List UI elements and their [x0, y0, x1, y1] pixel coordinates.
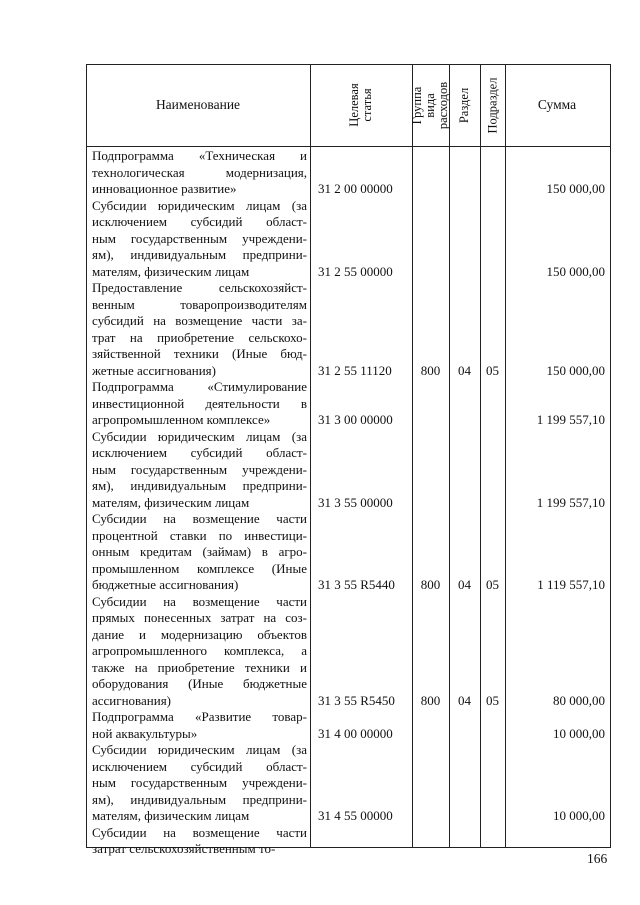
row-name-line: агропромышленном комплексе»: [92, 412, 271, 427]
row-name-line: мателям, физическим лицам: [92, 808, 250, 823]
row-name-line: инвестиционной деятельности в: [92, 395, 307, 411]
row-section: 04: [458, 362, 471, 378]
row-name-line: ям), индивидуальным предприни-: [92, 478, 307, 493]
row-target-article: 31 2 55 11120: [318, 362, 392, 378]
row-sum: 150 000,00: [546, 362, 605, 378]
header-subsection-cell: [480, 64, 505, 146]
row-sum: 150 000,00: [546, 263, 605, 279]
row-expense-group: 800: [420, 362, 441, 378]
row-name-line: затрат сельскохозяйственным то-: [92, 841, 276, 856]
header-expense-group: Группа вида расходов: [410, 81, 451, 129]
row-name-line: исключением субсидий област-: [92, 758, 307, 774]
row-name-line: исключением субсидий област-: [92, 445, 307, 460]
row-target-article: 31 2 00 00000: [318, 181, 393, 196]
row-name-line: процентной ставки по инвестици-: [92, 527, 307, 543]
row-sum: 1 199 557,10: [536, 494, 605, 510]
row-name-line: также на приобретение техники и: [92, 659, 307, 675]
header-target-article: Целевая статья: [347, 83, 374, 127]
row-name-line: инновационное развитие»: [92, 181, 237, 196]
row-sum: 150 000,00: [546, 181, 605, 196]
row-section: 04: [458, 692, 471, 708]
row-name-line: венным товаропроизводителям: [92, 296, 307, 312]
row-sum: 10 000,00: [553, 725, 605, 741]
header-expense-group-cell: [412, 64, 449, 146]
row-name-line: Субсидии на возмещение части: [92, 824, 307, 840]
header-section-cell: [449, 64, 480, 146]
row-name-line: ным государственным учреждени-: [92, 461, 307, 477]
column-divider: [449, 64, 450, 848]
row-name-line: бюджетные ассигнования): [92, 577, 239, 592]
row-name-line: промышленном комплексе (Иные: [92, 560, 307, 576]
row-section: 04: [458, 577, 471, 592]
header-section: Раздел: [457, 87, 472, 123]
row-subsection: 05: [486, 692, 499, 708]
row-name-line: Субсидии на возмещение части: [92, 593, 307, 609]
column-divider: [412, 64, 413, 848]
row-name-line: ным государственным учреждени-: [92, 775, 307, 790]
row-name-line: мателям, физическим лицам: [92, 494, 250, 510]
row-target-article: 31 3 55 00000: [318, 494, 393, 510]
row-target-article: 31 4 00 00000: [318, 725, 393, 741]
row-name-line: ям), индивидуальным предприни-: [92, 791, 307, 807]
row-name-line: прямых понесенных затрат на соз-: [92, 610, 307, 625]
row-target-article: 31 4 55 00000: [318, 808, 393, 823]
row-name-line: технологическая модернизация,: [92, 164, 307, 180]
row-name-line: Предоставление сельскохозяйст-: [92, 280, 307, 295]
row-sum: 10 000,00: [553, 808, 605, 823]
row-sum: 1 199 557,10: [536, 412, 605, 427]
row-name-line: Субсидии юридическим лицам (за: [92, 197, 307, 213]
row-name-line: оборудования (Иные бюджетные: [92, 676, 307, 691]
row-sum: 1 119 557,10: [537, 577, 605, 592]
row-name-line: Субсидии юридическим лицам (за: [92, 742, 307, 757]
row-name-line: исключением субсидий област-: [92, 214, 307, 229]
row-name-line: онным кредитам (займам) в агро-: [92, 544, 307, 559]
row-name-line: жетные ассигнования): [92, 362, 216, 378]
row-target-article: 31 2 55 00000: [318, 263, 393, 279]
row-name-line: ной аквакультуры»: [92, 725, 198, 741]
row-name-line: Субсидии юридическим лицам (за: [92, 428, 307, 444]
row-target-article: 31 3 55 R5440: [318, 577, 395, 592]
row-name-line: Подпрограмма «Техническая и: [92, 148, 307, 163]
row-name-line: Подпрограмма «Развитие товар-: [92, 709, 307, 724]
row-name-line: субсидий на возмещение части за-: [92, 313, 307, 328]
row-subsection: 05: [486, 577, 499, 592]
row-name-line: ям), индивидуальным предприни-: [92, 247, 307, 262]
row-expense-group: 800: [420, 692, 441, 708]
row-name-line: зяйственной техники (Иные бюд-: [92, 346, 307, 361]
row-name-line: ассигнования): [92, 692, 172, 708]
row-name-line: дание и модернизацию объектов: [92, 626, 307, 642]
column-divider: [310, 64, 311, 848]
row-name-line: мателям, физическим лицам: [92, 263, 250, 279]
row-name-line: Субсидии на возмещение части: [92, 511, 307, 526]
header-sum: Сумма: [537, 97, 577, 112]
header-subsection: Подраздел: [485, 77, 499, 133]
column-divider: [480, 64, 481, 848]
row-name-line: трат на приобретение сельскохо-: [92, 329, 307, 345]
row-subsection: 05: [486, 362, 499, 378]
row-name-line: ным государственным учреждени-: [92, 230, 307, 246]
row-name-line: агропромышленного комплекса, а: [92, 643, 307, 658]
header-name: Наименование: [155, 97, 241, 112]
row-expense-group: 800: [420, 577, 441, 592]
row-sum: 80 000,00: [553, 692, 605, 708]
header-divider: [86, 146, 610, 147]
header-target-article-cell: [310, 64, 412, 146]
row-name-line: Подпрограмма «Стимулирование: [92, 379, 307, 394]
page-number: 166: [587, 851, 608, 866]
row-target-article: 31 3 00 00000: [318, 412, 393, 427]
row-target-article: 31 3 55 R5450: [318, 692, 395, 708]
